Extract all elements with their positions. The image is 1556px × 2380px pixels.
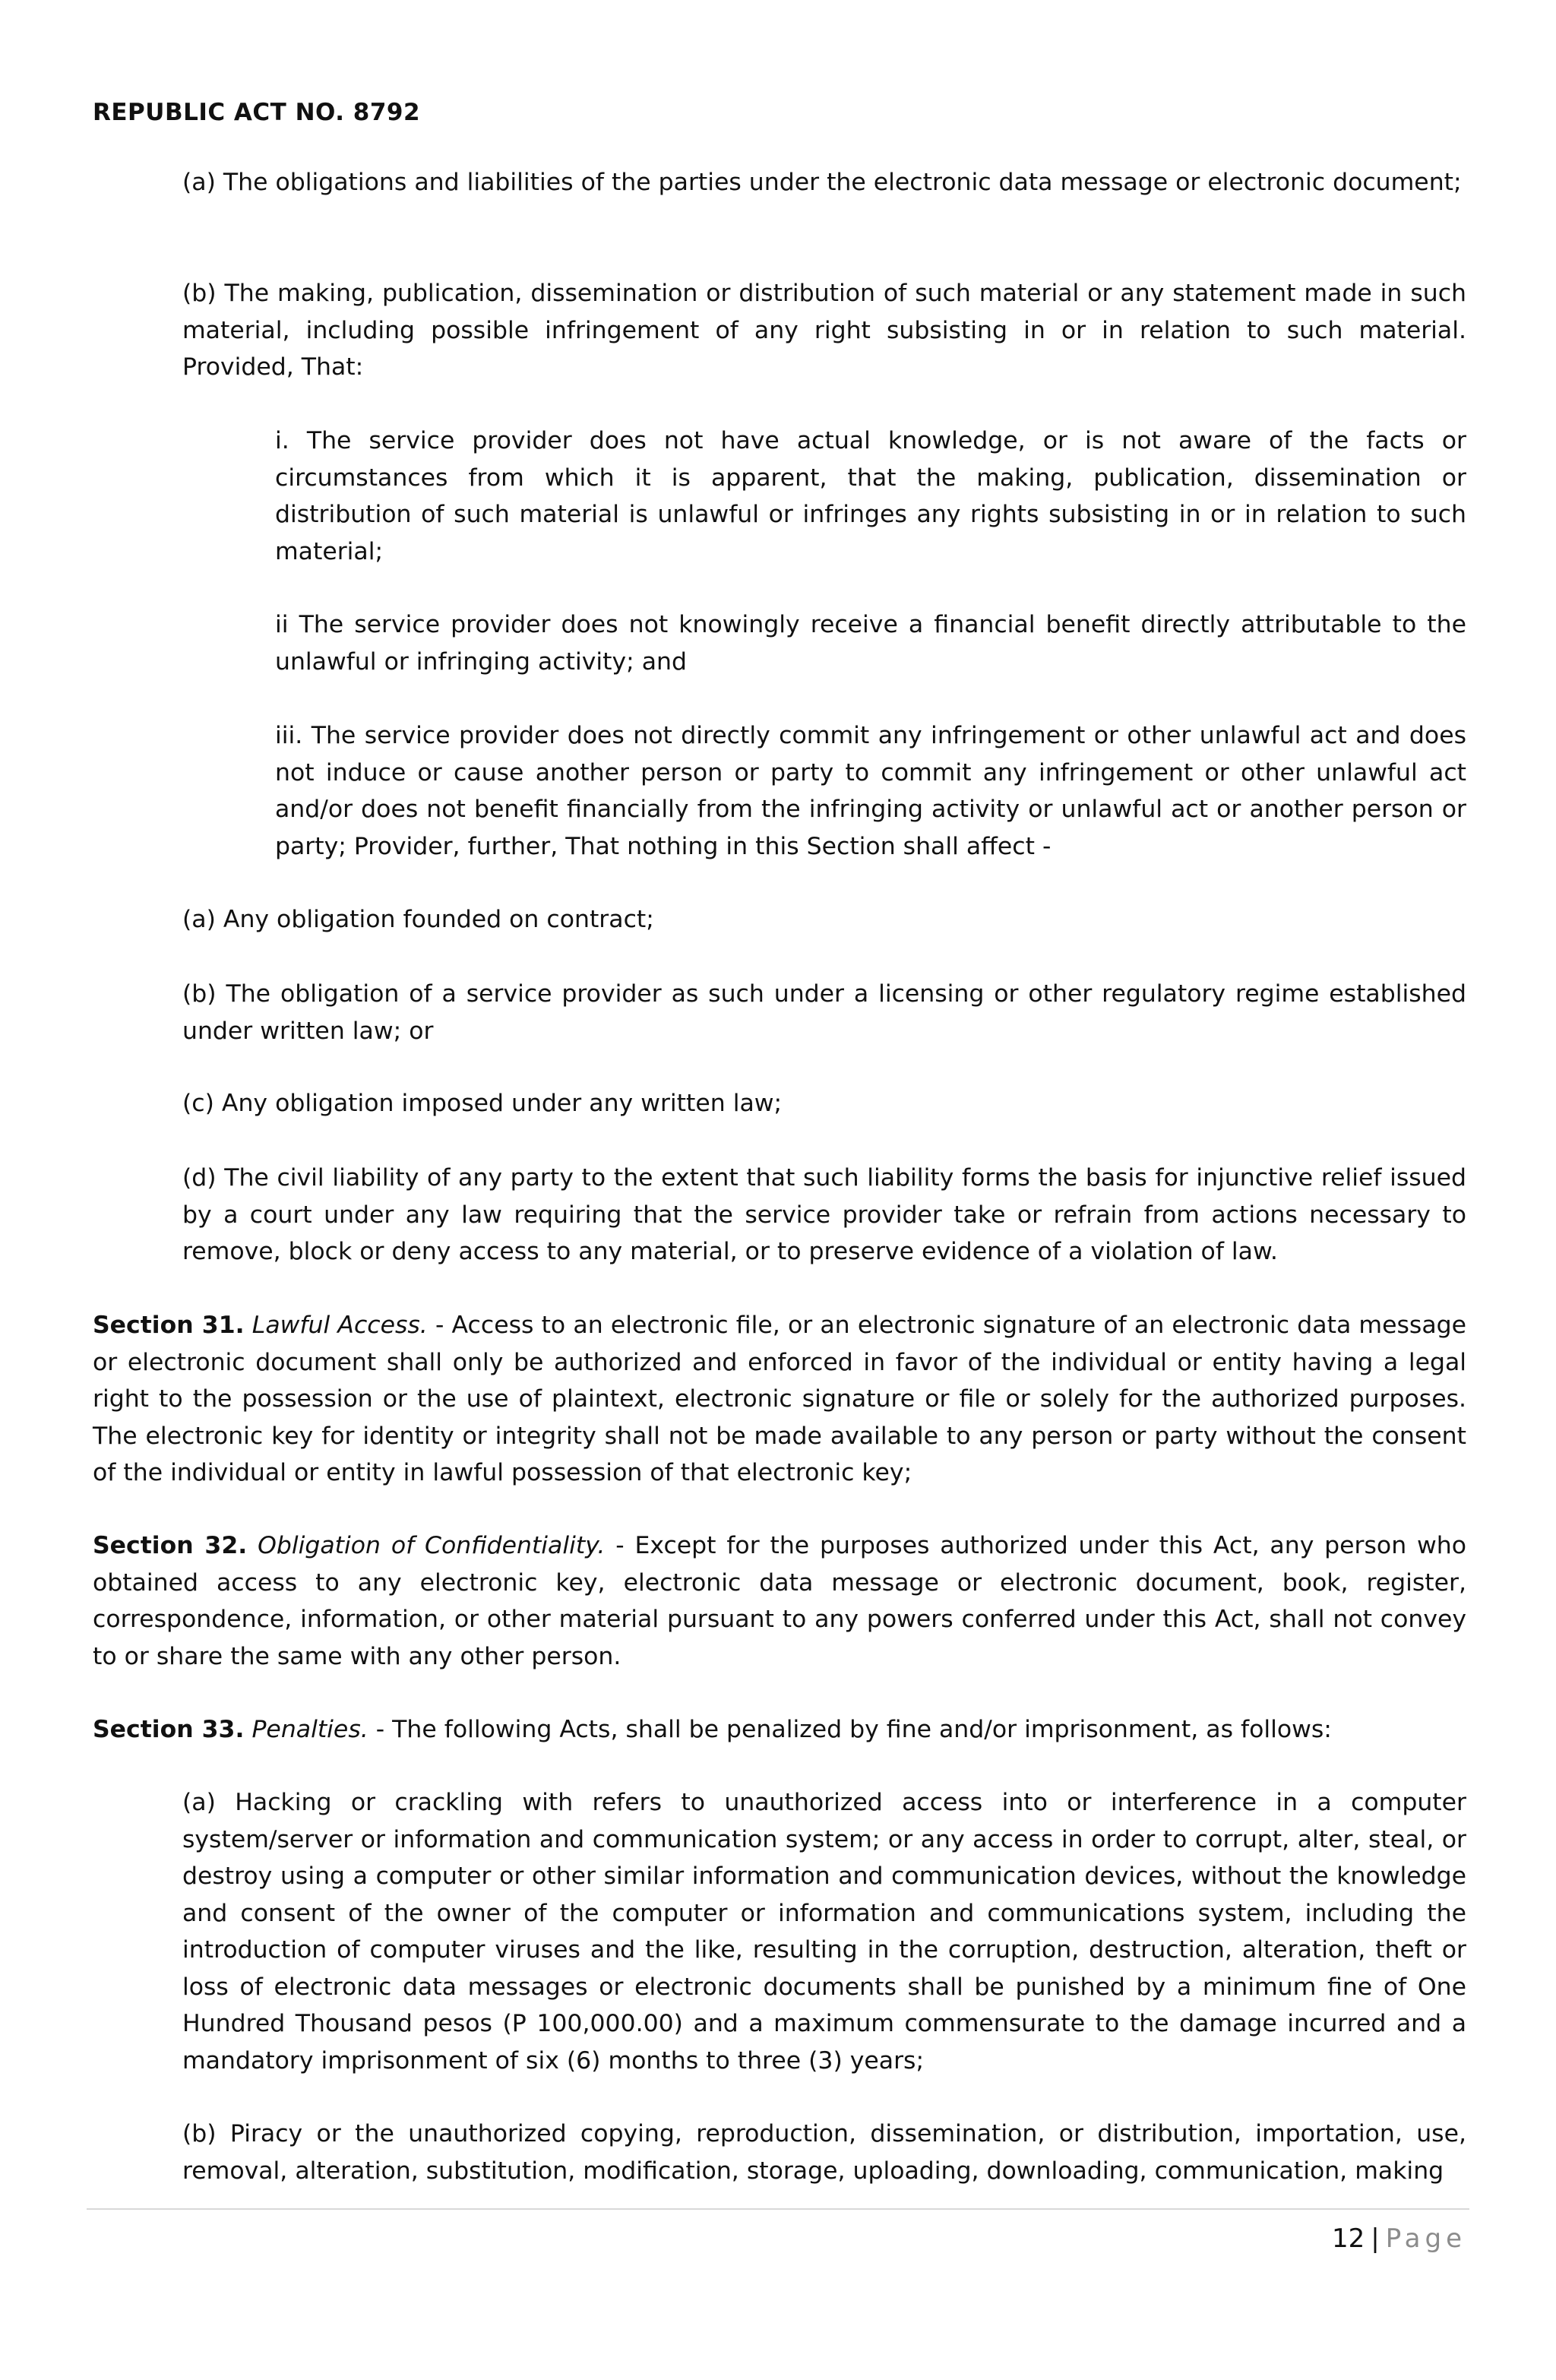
paragraph-a-contract: (a) Any obligation founded on contract; [182, 906, 654, 933]
page-footer [1332, 2217, 1466, 2260]
paragraph-b-licensing: (b) The obligation of a service provider as such under a licensing or other regulatory regime established under written law; or [182, 980, 1466, 1045]
section-32-confidentiality [93, 1527, 1466, 1675]
clause-ii-financial-benefit: ii The service provider does not knowingly receive a financial benefit directly attributable to the unlawful or infringing activity; and [275, 611, 1466, 676]
paragraph-c-written-law: (c) Any obligation imposed under any written law; [182, 1090, 783, 1117]
paragraph-d-civil-liability: (d) The civil liability of any party to the extent that such liability forms the basis for injunctive relief issued by a court under any law requiring that the service provider take or refrain from actions necessary to remove, block or deny access to any material, or to preserve evidence of a violation of law. [182, 1164, 1466, 1265]
section-32-title: Obligation of Confidentiality. [258, 1532, 606, 1559]
footer-separator: | [1371, 2223, 1380, 2254]
section-31-title: Lawful Access. [251, 1312, 428, 1339]
penalty-b-piracy: (b) Piracy or the unauthorized copying, reproduction, dissemination, or distribution, importation, use, removal, alteration, substitution, modification, storage, uploading, downloading, communication, making [182, 2120, 1466, 2185]
clause-iii-infringement: iii. The service provider does not directly commit any infringement or other unlawful act and does not induce or cause another person or party to commit any infringement or other unlawful act and/or does not benefit financially from the infringing activity or unlawful act or another person or party; Provider, further, That nothing in this Section shall affect - [275, 722, 1466, 860]
section-31-heading: Section 31. [93, 1312, 245, 1339]
section-32-text: - Except for the purposes authorized under this Act, any person who obtained access to any electronic key, electronic data message or electronic document, book, register, correspondence, information, or other material pursuant to any powers conferred under this Act, shall not convey to or share the same with any other person. [93, 1532, 1466, 1670]
footer-divider [87, 2208, 1469, 2210]
clause-i-knowledge: i. The service provider does not have actual knowledge, or is not aware of the facts or circumstances from which it is apparent, that the making, publication, dissemination or distribution of such material is unlawful or infringes any rights subsisting in or in relation to such material; [275, 427, 1466, 565]
penalty-a-hacking: (a) Hacking or crackling with refers to unauthorized access into or interference in a computer system/server or information and communication system; or any access in order to corrupt, alter, steal, or destroy using a computer or other similar information and communication devices, without the knowledge and consent of the owner of the computer or information and communications system, including the introduction of computer viruses and the like, resulting in the corruption, destruction, alteration, theft or loss of electronic data messages or electronic documents shall be punished by a minimum fine of One Hundred Thousand pesos (P 100,000.00) and a maximum commensurate to the damage incurred and a mandatory imprisonment of six (6) months to three (3) years; [182, 1789, 1466, 2075]
paragraph-b-making-publication: (b) The making, publication, dissemination or distribution of such material or any statement made in such material, including possible infringement of any right subsisting in or in relation to such material. Provided, That: [182, 280, 1466, 381]
page-label: Page [1385, 2223, 1466, 2254]
section-32-heading: Section 32. [93, 1532, 248, 1559]
document-header: REPUBLIC ACT NO. 8792 [93, 99, 421, 126]
section-33-penalties [93, 1711, 1466, 1749]
page-number: 12 [1331, 2223, 1365, 2254]
section-31-lawful-access [93, 1307, 1466, 1492]
section-33-heading: Section 33. [93, 1716, 245, 1743]
section-33-title: Penalties. [251, 1716, 368, 1743]
section-33-text: - The following Acts, shall be penalized by fine and/or imprisonment, as follows: [368, 1716, 1332, 1743]
section-31-text: - Access to an electronic file, or an electronic signature of an electronic data message or electronic document shall only be authorized and enforced in favor of the individual or entity having a legal right to the possession or the use of plaintext, electronic signature or file or solely for the authorized purposes. The electronic key for identity or integrity shall not be made available to any person or party without the consent of the individual or entity in lawful possession of that electronic key; [93, 1312, 1466, 1486]
paragraph-a-obligations: (a) The obligations and liabilities of the parties under the electronic data message or electronic document; [182, 169, 1462, 196]
